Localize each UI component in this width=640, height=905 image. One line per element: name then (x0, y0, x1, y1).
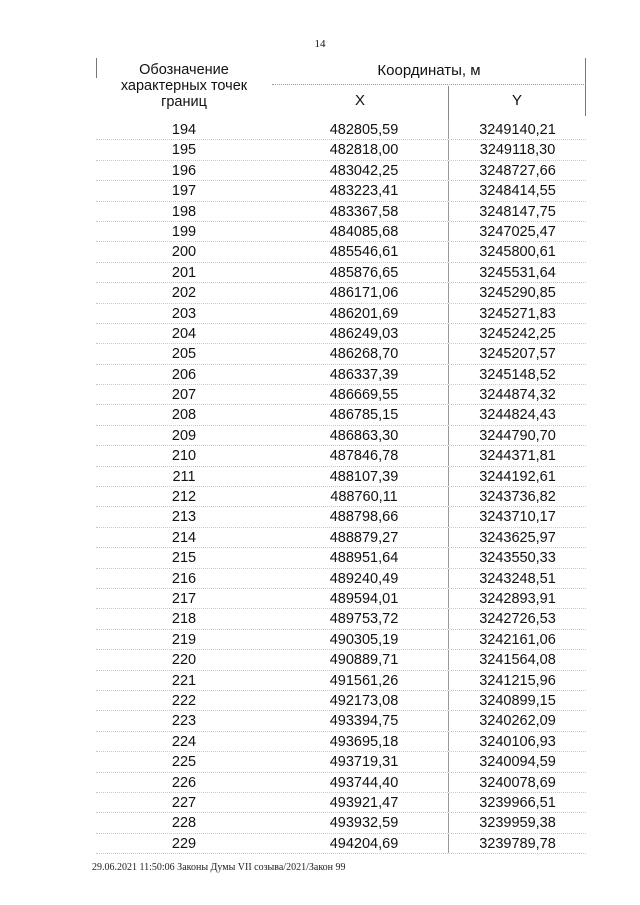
cell-point: 224 (171, 733, 197, 750)
table-row (96, 671, 586, 691)
cell-point: 200 (171, 244, 197, 261)
cell-point: 204 (171, 325, 197, 342)
table-row (96, 283, 586, 303)
coordinates-table (96, 58, 586, 854)
cell-y: 3240262,09 (448, 711, 586, 730)
cell-point: 206 (171, 366, 197, 383)
table-row (96, 609, 586, 629)
cell-point: 227 (171, 794, 197, 811)
table-row (96, 344, 586, 364)
table-row (96, 752, 586, 772)
cell-point: 205 (171, 346, 197, 363)
table-row (96, 140, 586, 160)
cell-x: 483223,41 (329, 183, 399, 200)
table-row (96, 732, 586, 752)
cell-point: 226 (171, 774, 197, 791)
table-row (96, 813, 586, 833)
cell-point: 213 (171, 509, 197, 526)
cell-x: 488879,27 (329, 529, 399, 546)
header-x: X (354, 92, 365, 109)
cell-y: 3247025,47 (448, 222, 586, 241)
cell-point: 215 (171, 550, 197, 567)
cell-x: 492173,08 (329, 692, 399, 709)
cell-x: 484085,68 (329, 223, 399, 240)
cell-point: 202 (171, 285, 197, 302)
cell-point: 207 (171, 387, 197, 404)
cell-x: 491561,26 (329, 672, 399, 689)
cell-y: 3240106,93 (448, 732, 586, 751)
cell-x: 488760,11 (330, 489, 398, 506)
table-row (96, 487, 586, 507)
table-row (96, 773, 586, 793)
cell-y: 3248147,75 (448, 202, 586, 221)
cell-point: 218 (171, 611, 197, 628)
cell-y: 3243625,97 (448, 528, 586, 547)
table-row (96, 446, 586, 466)
table-row (96, 630, 586, 650)
cell-y: 3248414,55 (448, 181, 586, 200)
table-row (96, 202, 586, 222)
cell-x: 486201,69 (329, 305, 399, 322)
cell-x: 490889,71 (329, 652, 399, 669)
footer-stamp: 29.06.2021 11:50:06 Законы Думы VII созыва/2021/Закон 99 (92, 862, 346, 873)
cell-x: 486337,39 (329, 366, 399, 383)
cell-point: 196 (171, 162, 197, 179)
cell-y: 3244192,61 (448, 467, 586, 486)
cell-y: 3244790,70 (448, 426, 586, 445)
cell-x: 486249,03 (329, 325, 399, 342)
cell-point: 209 (171, 427, 197, 444)
cell-y: 3249140,21 (448, 120, 586, 139)
cell-x: 488951,64 (329, 550, 399, 567)
cell-y: 3243736,82 (448, 487, 586, 506)
cell-y: 3244824,43 (448, 405, 586, 424)
table-row (96, 691, 586, 711)
cell-x: 486785,15 (329, 407, 399, 424)
cell-y: 3242161,06 (448, 630, 586, 649)
cell-x: 493921,47 (329, 794, 399, 811)
cell-y: 3244371,81 (448, 446, 586, 465)
cell-y: 3243248,51 (448, 569, 586, 588)
cell-point: 201 (171, 264, 197, 281)
table-row (96, 263, 586, 283)
cell-y: 3242726,53 (448, 609, 586, 628)
cell-x: 487846,78 (329, 448, 399, 465)
table-row (96, 120, 586, 140)
cell-point: 197 (171, 183, 197, 200)
table-row (96, 242, 586, 262)
cell-y: 3245290,85 (448, 283, 586, 302)
table-row (96, 507, 586, 527)
table-row (96, 589, 586, 609)
cell-y: 3245148,52 (448, 365, 586, 384)
page-number: 14 (314, 38, 326, 50)
cell-y: 3244874,32 (448, 385, 586, 404)
table-row (96, 793, 586, 813)
cell-point: 212 (171, 489, 197, 506)
cell-y: 3248727,66 (448, 161, 586, 180)
cell-y: 3242893,91 (448, 589, 586, 608)
cell-point: 195 (171, 142, 197, 159)
cell-point: 219 (171, 631, 197, 648)
cell-x: 493932,59 (329, 815, 399, 832)
cell-y: 3245271,83 (448, 304, 586, 323)
cell-x: 488107,39 (329, 468, 399, 485)
cell-point: 222 (171, 692, 197, 709)
cell-y: 3239966,51 (448, 793, 586, 812)
table-row (96, 161, 586, 181)
cell-y: 3249118,30 (448, 140, 586, 159)
cell-point: 229 (171, 835, 197, 852)
cell-x: 485876,65 (329, 264, 399, 281)
cell-point: 203 (171, 305, 197, 322)
cell-x: 486171,06 (329, 285, 399, 302)
cell-y: 3243550,33 (448, 548, 586, 567)
cell-y: 3240094,59 (448, 752, 586, 771)
cell-x: 486669,55 (329, 387, 399, 404)
cell-point: 199 (171, 223, 197, 240)
cell-point: 221 (171, 672, 197, 689)
table-row (96, 711, 586, 731)
cell-point: 208 (171, 407, 197, 424)
cell-x: 486863,30 (329, 427, 399, 444)
table-row (96, 324, 586, 344)
cell-y: 3241215,96 (448, 671, 586, 690)
cell-x: 494204,69 (329, 835, 399, 852)
table-row (96, 548, 586, 568)
cell-x: 489240,49 (329, 570, 399, 587)
cell-x: 493744,40 (329, 774, 399, 791)
table-header (96, 58, 586, 120)
cell-point: 225 (171, 754, 197, 771)
cell-point: 217 (171, 590, 197, 607)
table-row (96, 528, 586, 548)
cell-x: 485546,61 (329, 244, 399, 261)
cell-x: 483042,25 (329, 162, 399, 179)
cell-point: 223 (171, 713, 197, 730)
cell-y: 3240899,15 (448, 691, 586, 710)
table-row (96, 405, 586, 425)
cell-y: 3239959,38 (448, 813, 586, 832)
cell-y: 3245242,25 (448, 324, 586, 343)
cell-x: 493394,75 (329, 713, 399, 730)
table-row (96, 385, 586, 405)
cell-y: 3245531,64 (448, 263, 586, 282)
cell-x: 493695,18 (329, 733, 399, 750)
cell-y: 3240078,69 (448, 773, 586, 792)
cell-x: 490305,19 (329, 631, 399, 648)
table-row (96, 650, 586, 670)
header-point-designation: Обозначение характерных точек границ (120, 62, 248, 110)
table-row (96, 569, 586, 589)
cell-x: 489594,01 (329, 590, 399, 607)
cell-x: 493719,31 (329, 754, 399, 771)
table-row (96, 467, 586, 487)
cell-point: 194 (171, 122, 197, 138)
cell-point: 220 (171, 652, 197, 669)
table-body (96, 120, 586, 854)
cell-x: 482818,00 (329, 142, 399, 159)
cell-point: 198 (171, 203, 197, 220)
table-row (96, 181, 586, 201)
cell-point: 210 (171, 448, 197, 465)
table-row (96, 365, 586, 385)
cell-point: 228 (171, 815, 197, 832)
header-y: Y (511, 92, 522, 109)
cell-y: 3241564,08 (448, 650, 586, 669)
cell-y: 3239789,78 (448, 834, 586, 853)
header-coordinates: Координаты, м (377, 62, 481, 79)
table-row (96, 834, 586, 854)
cell-x: 488798,66 (329, 509, 399, 526)
cell-y: 3245800,61 (448, 242, 586, 261)
table-row (96, 426, 586, 446)
cell-point: 211 (172, 468, 196, 485)
cell-y: 3243710,17 (448, 507, 586, 526)
cell-x: 483367,58 (329, 203, 399, 220)
header-divider (272, 84, 586, 85)
cell-x: 489753,72 (329, 611, 399, 628)
cell-point: 216 (171, 570, 197, 587)
cell-x: 486268,70 (329, 346, 399, 363)
table-row (96, 304, 586, 324)
table-row (96, 222, 586, 242)
cell-x: 482805,59 (329, 122, 399, 138)
cell-point: 214 (171, 529, 197, 546)
cell-y: 3245207,57 (448, 344, 586, 363)
